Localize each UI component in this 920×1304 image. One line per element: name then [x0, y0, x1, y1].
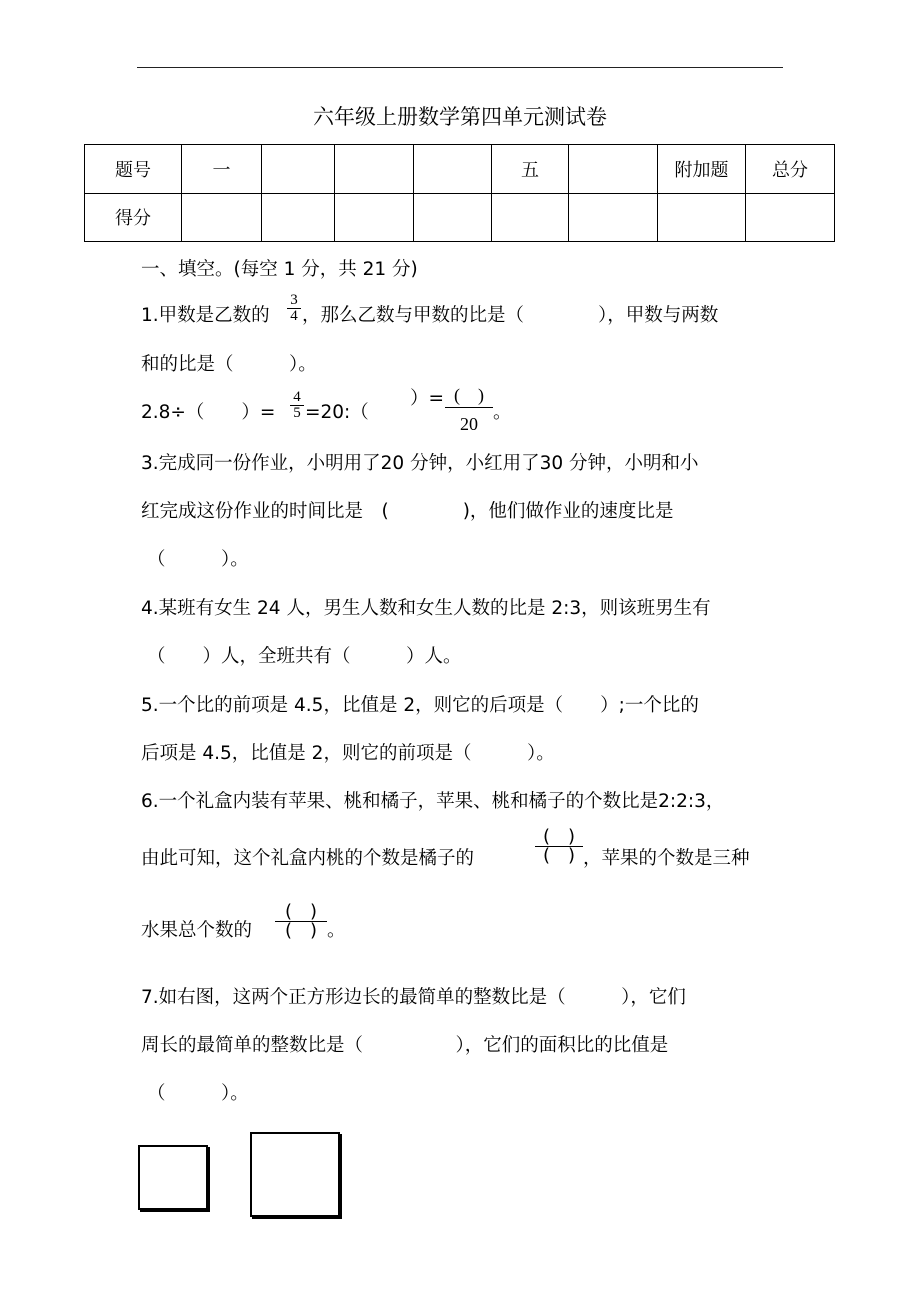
score-label-cell: 得分: [85, 193, 182, 242]
question-2-pre: 2.8÷（ ）=: [141, 402, 276, 423]
score-cell[interactable]: [262, 193, 335, 242]
question-1-line2: 和的比是（ ）。: [141, 354, 317, 375]
header-cell: [414, 145, 492, 194]
question-5-line1: 5.一个比的前项是 4.5，比值是 2，则它的后项是（ ）;一个比的: [141, 695, 699, 716]
question-1-post: ，那么乙数与甲数的比是（ ），甲数与两数: [302, 305, 719, 326]
large-square-figure: [250, 1132, 340, 1217]
score-table-score-row: [85, 193, 835, 242]
score-cell[interactable]: [492, 193, 569, 242]
question-6-line1: 6.一个礼盒内装有苹果、桃和橘子，苹果、桃和橘子的个数比是2:2:3，: [141, 791, 725, 812]
header-cell: 总分: [746, 145, 835, 194]
question-6-line3-pre: 水果总个数的: [141, 920, 253, 941]
question-1-pre: 1.甲数是乙数的: [141, 305, 270, 326]
question-2-end: 。: [493, 402, 512, 423]
fraction-numerator: 4: [293, 389, 301, 405]
score-cell[interactable]: [335, 193, 414, 242]
score-cell[interactable]: [182, 193, 262, 242]
fraction-denominator-blank[interactable]: ( ): [284, 920, 318, 941]
header-cell: 一: [182, 145, 262, 194]
question-7-line3: （ ）。: [147, 1083, 249, 1104]
question-3-line2: 红完成这份作业的时间比是 ( )，他们做作业的速度比是: [141, 501, 674, 522]
question-6-line3-post: 。: [327, 920, 346, 941]
score-cell[interactable]: [658, 193, 746, 242]
fraction-numerator: 3: [290, 292, 298, 308]
score-cell[interactable]: [569, 193, 658, 242]
question-7-line1: 7.如右图，这两个正方形边长的最简单的整数比是（ ），它们: [141, 987, 686, 1008]
score-cell[interactable]: [414, 193, 492, 242]
score-cell[interactable]: [746, 193, 835, 242]
header-cell: 题号: [85, 145, 182, 194]
question-2-close: ）=: [410, 388, 445, 409]
question-2-blank-fraction: [445, 386, 493, 433]
question-1-fraction: [287, 293, 301, 324]
question-5-line2: 后项是 4.5，比值是 2，则它的前项是（ ）。: [141, 743, 555, 764]
question-2-fraction: [290, 390, 304, 421]
fraction-bar: [445, 407, 493, 408]
question-2-mid: =20:（: [305, 402, 369, 423]
question-3-line1: 3.完成同一份作业，小明用了20 分钟，小红用了30 分钟，小明和小: [141, 453, 699, 474]
small-square-figure: [138, 1145, 208, 1210]
question-6-blank-fraction-1: [535, 828, 583, 865]
question-3-line3: （ ）。: [147, 549, 249, 570]
header-cell: [262, 145, 335, 194]
question-4-line2: （ ）人，全班共有（ ）人。: [147, 646, 462, 667]
page-title: 六年级上册数学第四单元测试卷: [313, 105, 607, 129]
section-heading: 一、填空。(每空 1 分，共 21 分): [141, 259, 418, 280]
fraction-denominator: 5: [293, 405, 301, 421]
header-cell: [569, 145, 658, 194]
question-7-line2: 周长的最简单的整数比是（ ），它们的面积比的比值是: [141, 1035, 669, 1056]
fraction-denominator: 4: [290, 308, 298, 324]
fraction-denominator-blank[interactable]: ( ): [542, 845, 576, 866]
fraction-denominator: 20: [460, 414, 478, 434]
fraction-numerator-blank[interactable]: ( ): [542, 826, 576, 847]
fraction-numerator-blank[interactable]: ( ): [454, 385, 484, 405]
header-cell: [335, 145, 414, 194]
score-table-header-row: [85, 145, 835, 194]
question-4-line1: 4.某班有女生 24 人，男生人数和女生人数的比是 2:3，则该班男生有: [141, 598, 711, 619]
header-cell: 五: [492, 145, 569, 194]
question-6-line2-post: ，苹果的个数是三种: [583, 848, 750, 869]
top-rule: [137, 67, 783, 68]
fraction-numerator-blank[interactable]: ( ): [284, 901, 318, 922]
question-6-blank-fraction-2: [275, 903, 327, 940]
score-table: [84, 144, 835, 242]
question-6-line2-pre: 由此可知，这个礼盒内桃的个数是橘子的: [141, 848, 475, 869]
header-cell: 附加题: [658, 145, 746, 194]
